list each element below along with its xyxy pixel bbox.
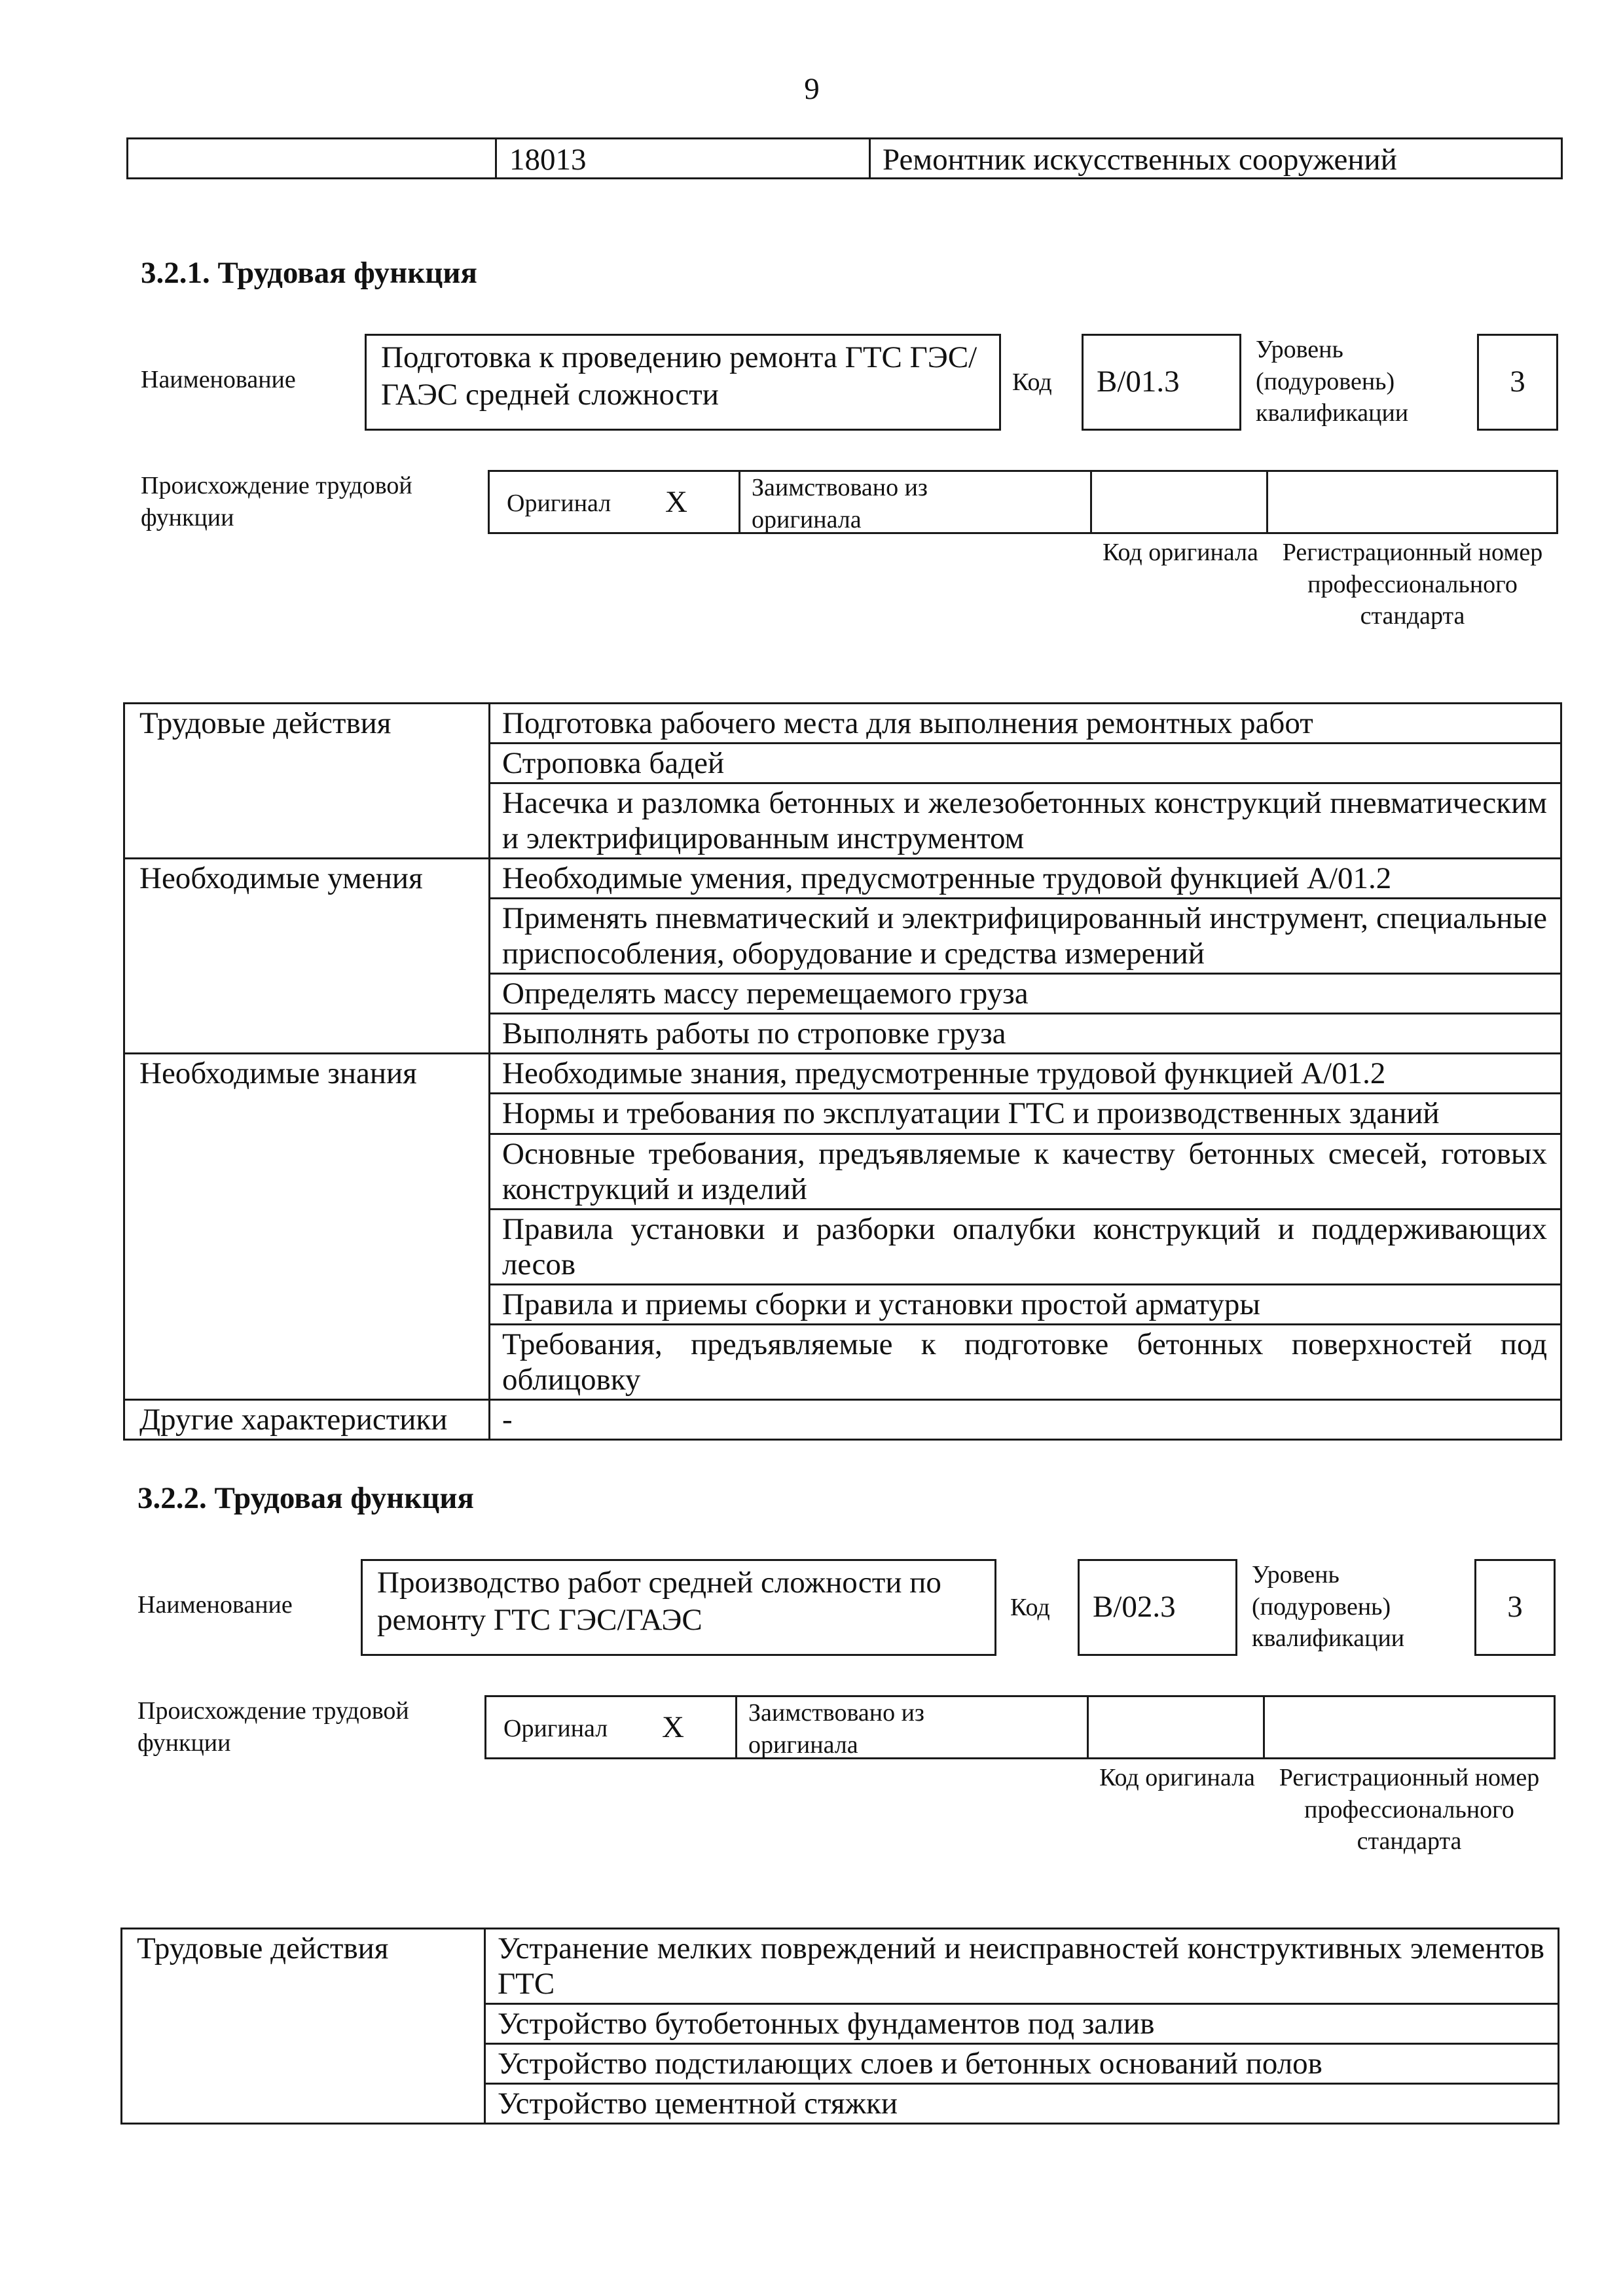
page-number: 9 <box>804 72 820 106</box>
divider <box>495 137 497 179</box>
table-cell: Определять массу перемещаемого груза <box>490 974 1561 1014</box>
origin-label: Происхождение трудовой функции <box>137 1697 409 1757</box>
reg-number-caption: Регистрационный номер профессионального стандарта <box>1282 539 1543 630</box>
table-cell: Нормы и требования по эксплуатации ГТС и производственных зданий <box>490 1094 1561 1134</box>
function-name: Подготовка к проведению ремонта ГТС ГЭС/ГАЭС средней сложности <box>381 340 977 412</box>
borrowed-label: Заимствовано из оригинала <box>752 474 928 533</box>
table-cell: Устройство бутобетонных фундаментов под залив <box>485 2004 1559 2044</box>
table-cell: Необходимые умения, предусмотренные трудовой функцией А/01.2 <box>490 859 1561 899</box>
table-cell: - <box>490 1399 1561 1439</box>
table-cell: Устройство подстилающих слоев и бетонных оснований полов <box>485 2044 1559 2084</box>
table-cell: Насечка и разломка бетонных и железобетонных конструкций пневматическим и электрифицированным инструментом <box>490 783 1561 859</box>
function-heading: 3.2.1. Трудовая функция <box>141 256 477 290</box>
function-code: B/02.3 <box>1093 1590 1176 1624</box>
level-value: 3 <box>1510 365 1525 399</box>
section-label: Необходимые умения <box>124 859 490 1054</box>
profession-title: Ремонтник искусственных сооружений <box>883 143 1397 177</box>
original-label: Оригинал <box>503 1715 608 1742</box>
level-value-box <box>1477 334 1558 431</box>
code-value-box <box>1078 1559 1237 1656</box>
table-cell: Строповка бадей <box>490 744 1561 783</box>
function-details-table <box>120 1928 1559 2125</box>
name-value-box <box>365 334 1001 431</box>
code-label: Код <box>1010 1594 1050 1621</box>
table-row <box>124 1399 1561 1439</box>
divider <box>735 1695 737 1759</box>
function-name: Производство работ средней сложности по ремонту ГТС ГЭС/ГАЭС <box>377 1566 941 1638</box>
name-label: Наименование <box>137 1591 293 1619</box>
original-label: Оригинал <box>507 490 611 517</box>
table-cell: Требования, предъявляемые к подготовке бетонных поверхностей под облицовку <box>490 1324 1561 1399</box>
section-label: Трудовые действия <box>122 1929 485 2124</box>
divider <box>739 470 740 534</box>
table-cell: Устранение мелких повреждений и неисправностей конструктивных элементов ГТС <box>485 1929 1559 2004</box>
origin-label: Происхождение трудовой функции <box>141 472 412 531</box>
name-label: Наименование <box>141 366 296 393</box>
level-value: 3 <box>1507 1590 1523 1624</box>
code-label: Код <box>1012 368 1052 396</box>
section-label: Трудовые действия <box>124 704 490 859</box>
borrowed-label: Заимствовано из оригинала <box>748 1699 924 1759</box>
divider <box>869 137 871 179</box>
divider <box>1090 470 1092 534</box>
table-cell: Правила и приемы сборки и установки простой арматуры <box>490 1284 1561 1324</box>
origin-row <box>488 470 1558 534</box>
table-cell: Устройство цементной стяжки <box>485 2084 1559 2124</box>
divider <box>1263 1695 1265 1759</box>
divider <box>1266 470 1268 534</box>
table-cell: Выполнять работы по строповке груза <box>490 1014 1561 1054</box>
original-code-caption: Код оригинала <box>1099 1764 1255 1791</box>
function-heading: 3.2.2. Трудовая функция <box>137 1481 474 1515</box>
table-cell: Правила установки и разборки опалубки конструкций и поддерживающих лесов <box>490 1209 1561 1284</box>
table-cell: Основные требования, предъявляемые к качеству бетонных смесей, готовых конструкций и изделий <box>490 1134 1561 1209</box>
level-label: Уровень (подуровень) квалификации <box>1252 1561 1405 1653</box>
table-cell: Подготовка рабочего места для выполнения ремонтных работ <box>490 704 1561 744</box>
level-value-box <box>1474 1559 1556 1656</box>
reg-number-caption: Регистрационный номер профессионального стандарта <box>1279 1764 1540 1856</box>
original-mark: X <box>662 1710 684 1744</box>
table-row <box>124 704 1561 744</box>
level-label: Уровень (подуровень) квалификации <box>1256 336 1409 427</box>
origin-row <box>484 1695 1556 1759</box>
profession-code: 18013 <box>509 143 587 177</box>
table-row <box>122 1929 1559 2004</box>
top-code-row <box>126 137 1563 179</box>
table-row <box>124 859 1561 899</box>
divider <box>1087 1695 1089 1759</box>
original-code-caption: Код оригинала <box>1103 539 1258 566</box>
table-cell: Необходимые знания, предусмотренные трудовой функцией А/01.2 <box>490 1054 1561 1094</box>
function-code: B/01.3 <box>1097 365 1180 399</box>
code-value-box <box>1082 334 1241 431</box>
original-mark: X <box>665 485 687 519</box>
section-label: Другие характеристики <box>124 1399 490 1439</box>
table-row <box>124 1054 1561 1094</box>
table-cell: Применять пневматический и электрифицированный инструмент, специальные приспособления, оборудование и средства измерений <box>490 899 1561 974</box>
name-value-box <box>361 1559 996 1656</box>
function-details-table <box>123 702 1562 1441</box>
section-label: Необходимые знания <box>124 1054 490 1399</box>
